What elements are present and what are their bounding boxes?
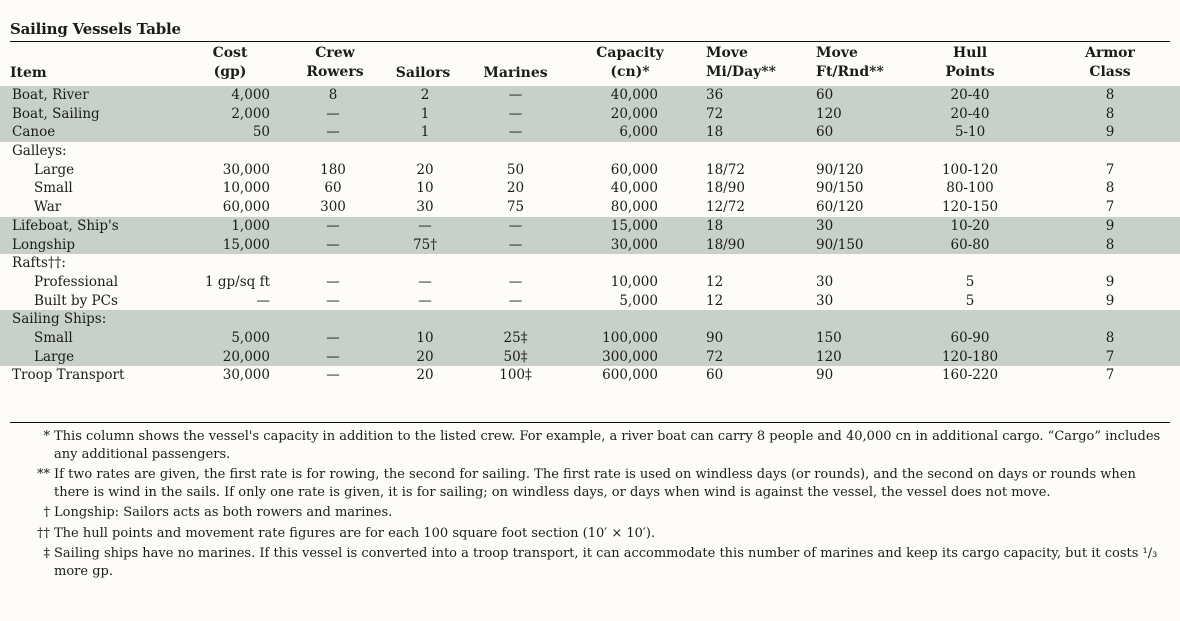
cell-move-day: 12 <box>706 292 724 309</box>
cell-sailors: 20 <box>416 161 434 178</box>
cell-crew: — <box>326 217 340 234</box>
cell-crew: — <box>326 292 340 309</box>
cell-item: Rafts††: <box>12 255 66 272</box>
header-hull-points: Hull Points <box>945 45 995 80</box>
cell-move-rnd: 90/150 <box>816 236 864 253</box>
cell-cost: 2,000 <box>231 105 270 122</box>
cell-move-day: 18/90 <box>706 236 745 253</box>
cell-move-rnd: 30 <box>816 292 834 309</box>
table-row <box>0 310 1180 329</box>
cell-capacity: 600,000 <box>602 367 658 384</box>
header-capacity: Capacity (cn)* <box>596 45 664 80</box>
cell-crew: — <box>326 329 340 346</box>
cell-item: War <box>34 199 62 216</box>
cell-move-day: 72 <box>706 348 724 365</box>
table-row <box>0 292 1180 311</box>
cell-sailors: 30 <box>416 199 434 216</box>
cell-item: Small <box>34 180 73 197</box>
header-crew-rowers: Crew Rowers <box>306 45 364 80</box>
cell-cost: 10,000 <box>222 180 270 197</box>
table-row <box>0 198 1180 217</box>
header-sailors: Sailors <box>395 65 451 81</box>
footnote <box>18 545 1168 580</box>
cell-crew: — <box>326 124 340 141</box>
cell-cost: 30,000 <box>222 367 270 384</box>
cell-crew: — <box>326 236 340 253</box>
cell-move-day: 12 <box>706 273 724 290</box>
cell-marines: 25‡ <box>503 329 528 346</box>
table-row <box>0 142 1180 161</box>
cell-capacity: 100,000 <box>602 329 658 346</box>
header-armor-class: Armor Class <box>1085 45 1135 80</box>
cell-sailors: — <box>418 292 432 309</box>
cell-crew: 60 <box>324 180 342 197</box>
cell-sailors: — <box>418 217 432 234</box>
cell-move-rnd: 120 <box>816 105 842 122</box>
cell-ac: 8 <box>1105 236 1115 253</box>
table-title: Sailing Vessels Table <box>10 20 181 38</box>
cell-marines: — <box>508 217 523 234</box>
cell-move-day: 18 <box>706 124 724 141</box>
cell-move-day: 18/72 <box>706 161 745 178</box>
footnotes <box>18 428 1168 583</box>
cell-hull: 20-40 <box>950 87 990 103</box>
cell-move-day: 36 <box>706 87 724 103</box>
cell-move-day: 18 <box>706 217 724 234</box>
cell-marines: — <box>508 105 523 122</box>
cell-item: Troop Transport <box>12 367 125 384</box>
cell-hull: 20-40 <box>950 105 990 122</box>
cell-crew: — <box>326 105 340 122</box>
cell-sailors: 1 <box>420 124 430 141</box>
cell-move-rnd: 60 <box>816 87 834 103</box>
cell-sailors: 10 <box>416 180 434 197</box>
footnote-mark: ‡ <box>43 546 50 561</box>
cell-capacity: 80,000 <box>610 199 658 216</box>
cell-cost: 4,000 <box>231 87 270 103</box>
table-row <box>0 329 1180 348</box>
footnote <box>18 525 1168 543</box>
cell-move-rnd: 90/150 <box>816 180 864 197</box>
footnote-text: If two rates are given, the first rate is for rowing, the second for sailing. The first rate is used on windless days (or rounds), and the second on days or rounds when there is wind in the sails. If only one rate is given, it is for sailing; on windless days, or days when wind is against the vessel, the vessel does not move. <box>54 467 1136 500</box>
cell-marines: 75 <box>506 199 525 216</box>
cell-hull: 120-150 <box>941 199 999 216</box>
cell-marines: 50 <box>506 161 525 178</box>
cell-capacity: 60,000 <box>610 161 658 178</box>
cell-marines: 50‡ <box>503 348 528 365</box>
cell-item: Built by PCs <box>34 292 118 309</box>
cell-hull: 60-90 <box>950 329 990 346</box>
footnote <box>18 504 1168 522</box>
cell-hull: 100-120 <box>941 161 999 178</box>
cell-cost: 30,000 <box>222 161 270 178</box>
table-row <box>0 236 1180 255</box>
table-header <box>0 44 1180 84</box>
cell-capacity: 6,000 <box>619 124 658 141</box>
footnote <box>18 428 1168 463</box>
cell-move-day: 12/72 <box>706 199 745 216</box>
header-item: Item <box>10 65 47 81</box>
footnote-text: The hull points and movement rate figures are for each 100 square foot section (10′ × 10′). <box>54 525 656 541</box>
cell-hull: 5 <box>965 273 975 290</box>
cell-cost: 20,000 <box>222 348 270 365</box>
cell-ac: 8 <box>1105 180 1115 197</box>
cell-sailors: 1 <box>420 105 430 122</box>
cell-sailors: 75† <box>413 236 437 253</box>
cell-ac: 9 <box>1105 273 1115 290</box>
cell-crew: — <box>326 367 340 384</box>
cell-capacity: 10,000 <box>610 273 658 290</box>
footnote-text: This column shows the vessel's capacity in addition to the listed crew. For example, a river boat can carry 8 people and 40,000 cn in additional cargo. “Cargo” includes any additional passengers. <box>54 429 1161 462</box>
cell-item: Small <box>34 329 73 346</box>
cell-move-day: 72 <box>706 105 724 122</box>
table-row <box>0 105 1180 124</box>
cell-cost: 60,000 <box>222 199 270 216</box>
table-row <box>0 366 1180 385</box>
cell-ac: 7 <box>1105 348 1115 365</box>
cell-capacity: 30,000 <box>610 236 658 253</box>
cell-item: Galleys: <box>12 143 67 160</box>
cell-hull: 160-220 <box>941 367 999 384</box>
cell-move-day: 90 <box>706 329 724 346</box>
cell-item: Sailing Ships: <box>12 311 107 328</box>
cell-marines: 100‡ <box>499 367 532 384</box>
cell-item: Large <box>34 348 75 365</box>
table-body <box>0 86 1180 385</box>
header-move-mi-day: Move Mi/Day** <box>706 45 776 80</box>
cell-move-day: 18/90 <box>706 180 745 197</box>
top-rule <box>10 41 1170 42</box>
cell-crew: — <box>326 348 340 365</box>
cell-item: Boat, Sailing <box>12 105 100 122</box>
table-row <box>0 273 1180 292</box>
cell-ac: 8 <box>1105 105 1115 122</box>
cell-ac: 7 <box>1105 199 1115 216</box>
cell-marines: — <box>508 273 523 290</box>
footnote-text: Longship: Sailors acts as both rowers and marines. <box>54 505 393 520</box>
cell-ac: 8 <box>1105 87 1115 103</box>
cell-marines: — <box>508 236 523 253</box>
cell-cost: 50 <box>252 124 270 141</box>
cell-crew: 8 <box>328 87 338 103</box>
footnote-mark: † <box>43 505 50 520</box>
cell-hull: 5-10 <box>954 124 986 141</box>
cell-move-rnd: 60/120 <box>816 199 864 216</box>
table-row <box>0 254 1180 273</box>
cell-move-day: 60 <box>706 367 724 384</box>
table-row <box>0 179 1180 198</box>
header-cost: Cost (gp) <box>212 45 248 80</box>
cell-item: Canoe <box>12 124 56 141</box>
cell-capacity: 15,000 <box>610 217 658 234</box>
cell-cost: 15,000 <box>222 236 270 253</box>
cell-capacity: 300,000 <box>602 348 658 365</box>
cell-capacity: 40,000 <box>610 180 658 197</box>
cell-move-rnd: 30 <box>816 217 834 234</box>
cell-ac: 7 <box>1105 161 1115 178</box>
cell-item: Large <box>34 161 75 178</box>
cell-capacity: 40,000 <box>610 87 658 103</box>
cell-sailors: 10 <box>416 329 434 346</box>
cell-item: Boat, River <box>12 87 89 103</box>
cell-ac: 7 <box>1105 367 1115 384</box>
cell-item: Lifeboat, Ship's <box>12 217 119 234</box>
cell-sailors: — <box>418 273 432 290</box>
cell-marines: — <box>508 124 523 141</box>
cell-sailors: 20 <box>416 348 434 365</box>
footnote-text: Sailing ships have no marines. If this vessel is converted into a troop transport, it can accommodate this number of marines and keep its cargo capacity, but it costs ¹/₃ more gp. <box>54 546 1158 579</box>
cell-ac: 8 <box>1105 329 1115 346</box>
cell-sailors: 2 <box>420 87 430 103</box>
cell-hull: 10-20 <box>950 217 990 234</box>
cell-cost: 1 gp/sq ft <box>205 273 270 290</box>
cell-marines: — <box>508 87 523 103</box>
cell-move-rnd: 60 <box>816 124 834 141</box>
header-marines: Marines <box>483 65 548 81</box>
cell-hull: 60-80 <box>950 236 990 253</box>
cell-cost: — <box>256 292 270 309</box>
table-row <box>0 123 1180 142</box>
footnote-mark: †† <box>37 525 50 541</box>
cell-hull: 80-100 <box>946 180 994 197</box>
table-row <box>0 217 1180 236</box>
cell-marines: 20 <box>506 180 525 197</box>
cell-crew: 180 <box>320 161 346 178</box>
cell-sailors: 20 <box>416 367 434 384</box>
footnote-mark: ** <box>37 467 50 482</box>
cell-ac: 9 <box>1105 217 1115 234</box>
cell-move-rnd: 90 <box>816 367 834 384</box>
cell-hull: 120-180 <box>941 348 999 365</box>
cell-hull: 5 <box>965 292 975 309</box>
footnote <box>18 466 1168 501</box>
cell-capacity: 20,000 <box>610 105 658 122</box>
cell-cost: 5,000 <box>231 329 270 346</box>
table-row <box>0 348 1180 367</box>
cell-crew: — <box>326 273 340 290</box>
cell-move-rnd: 90/120 <box>816 161 864 178</box>
cell-move-rnd: 150 <box>816 329 842 346</box>
cell-item: Professional <box>34 273 119 290</box>
cell-ac: 9 <box>1105 124 1115 141</box>
cell-capacity: 5,000 <box>619 292 658 309</box>
cell-marines: — <box>508 292 523 309</box>
cell-move-rnd: 120 <box>816 348 842 365</box>
cell-cost: 1,000 <box>231 217 270 234</box>
cell-item: Longship <box>12 236 76 253</box>
header-move-ft-rnd: Move Ft/Rnd** <box>816 45 884 80</box>
cell-crew: 300 <box>320 199 346 216</box>
cell-ac: 9 <box>1105 292 1115 309</box>
cell-move-rnd: 30 <box>816 273 834 290</box>
footnote-mark: * <box>43 429 50 444</box>
table-row <box>0 161 1180 180</box>
bottom-rule <box>10 422 1170 423</box>
table-row <box>0 86 1180 105</box>
